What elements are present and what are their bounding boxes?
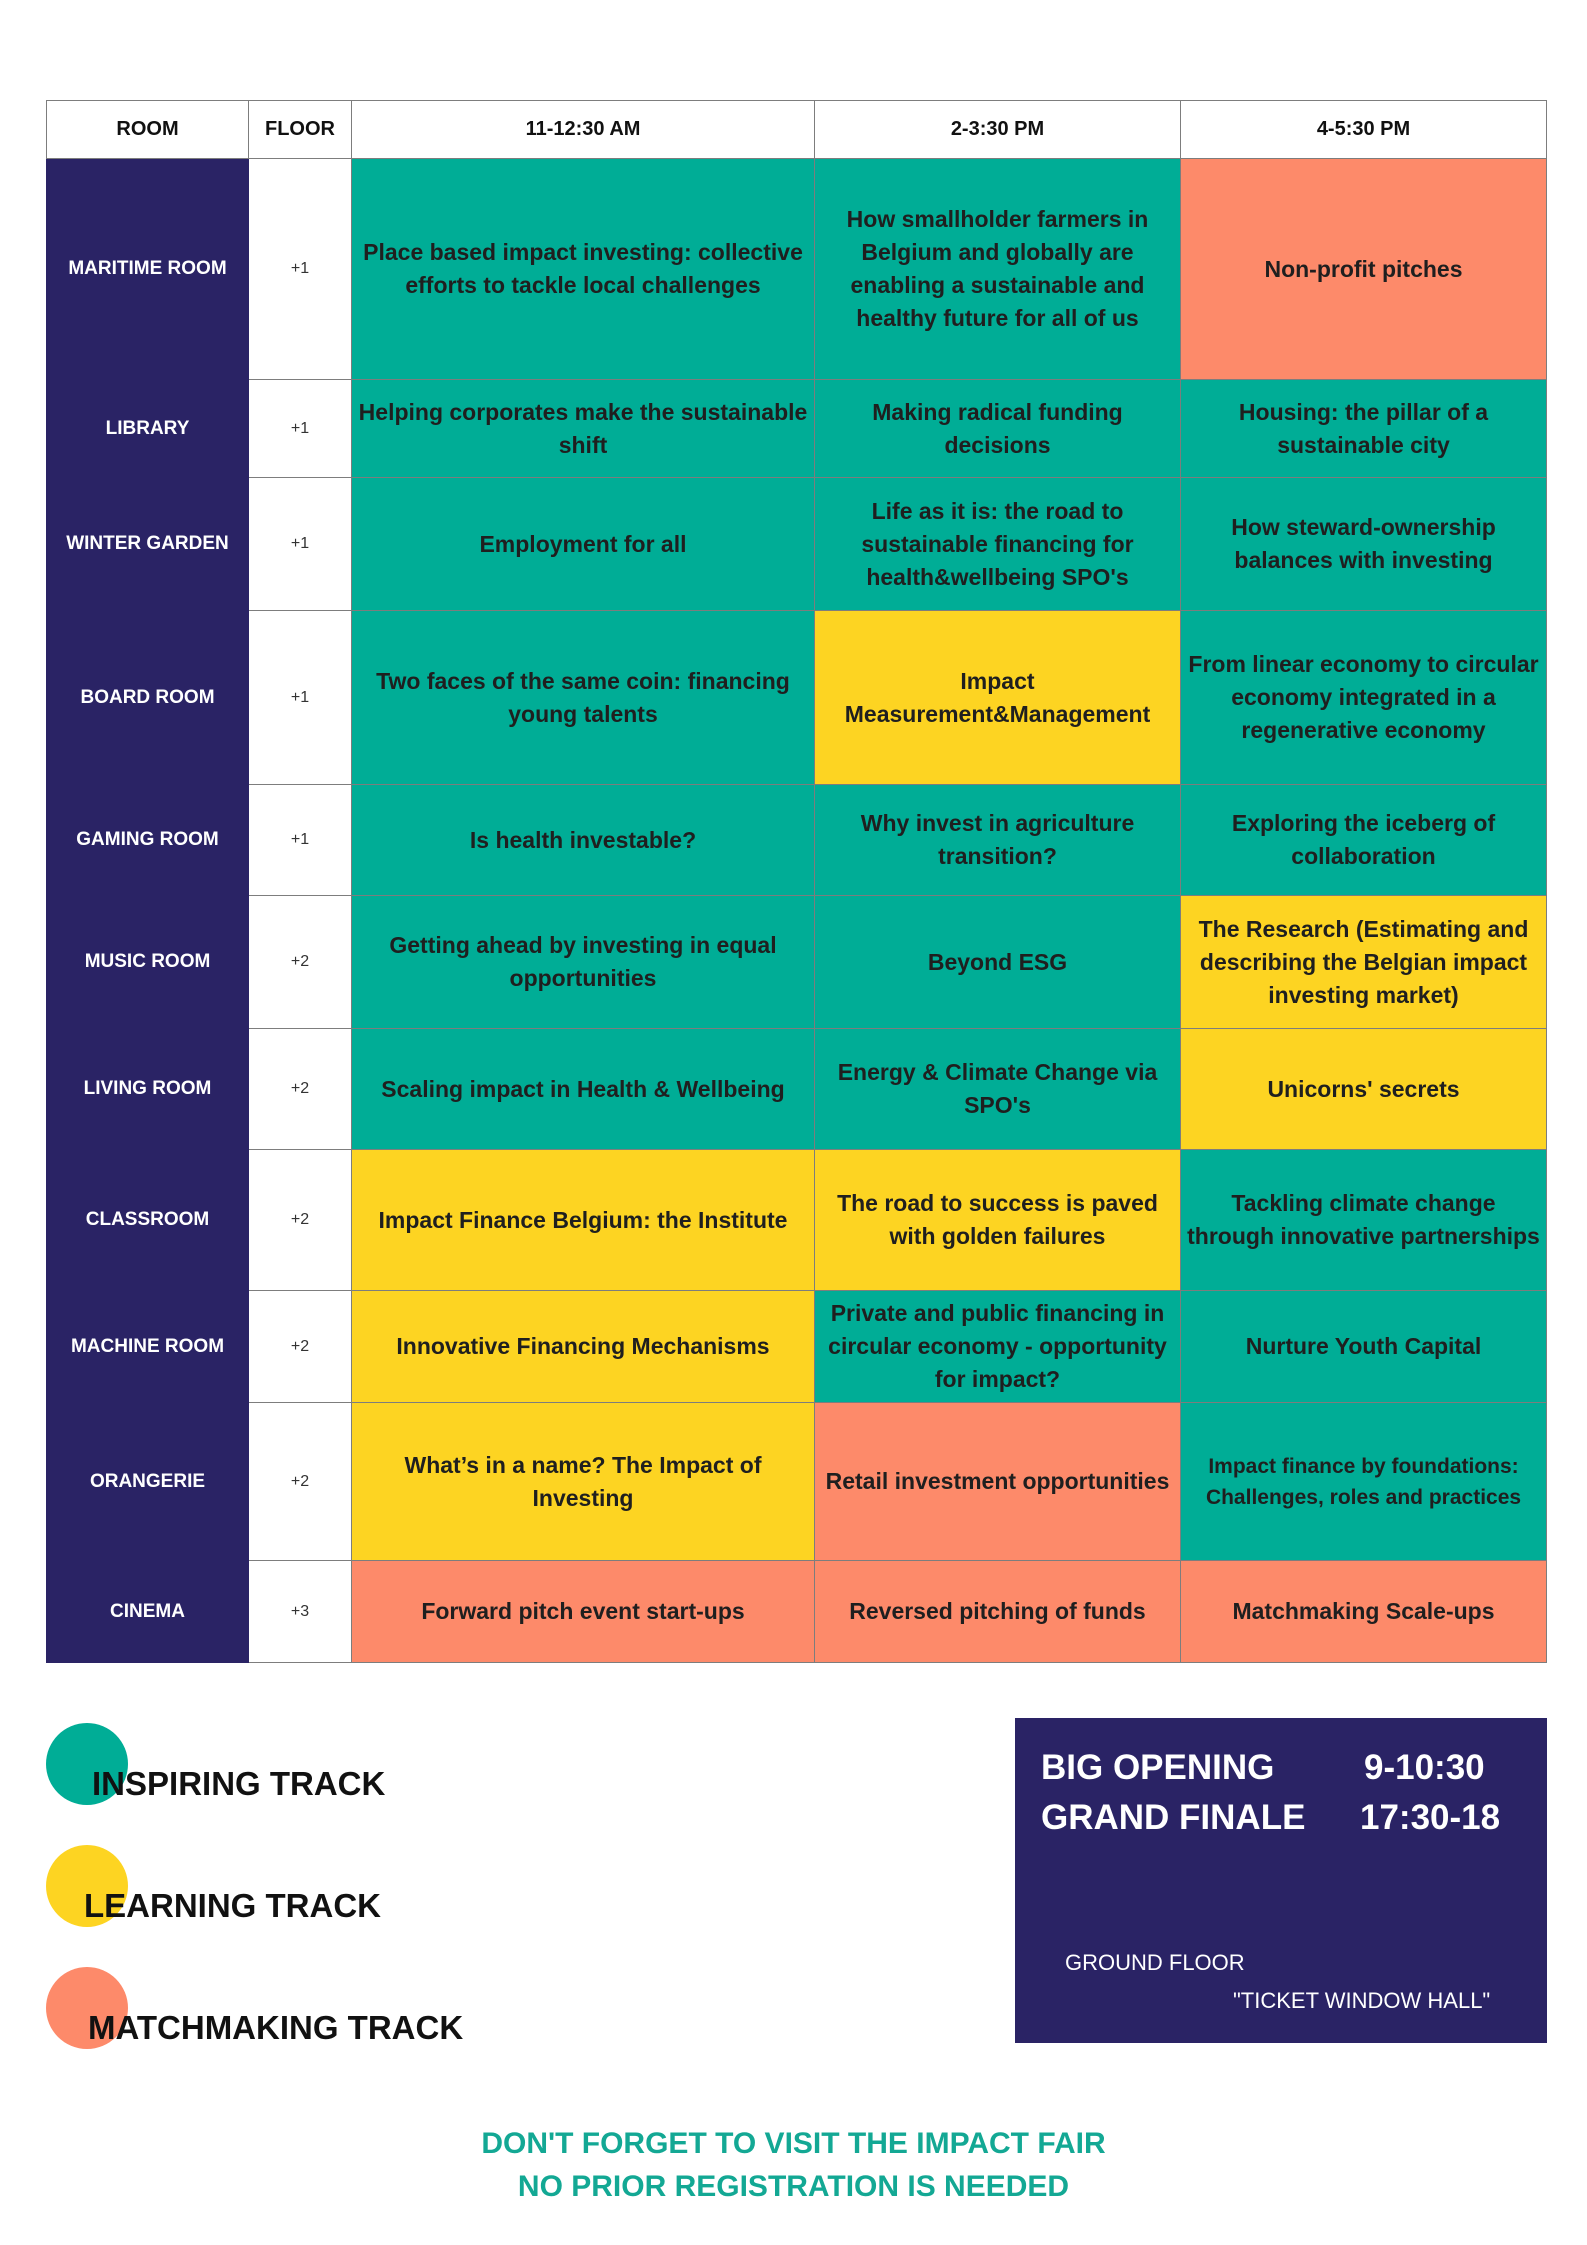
fair-line-2: NO PRIOR REGISTRATION IS NEEDED: [517, 2170, 1070, 2203]
impact-fair-note: [0, 2122, 1587, 2208]
opening-time: 9-10:30: [1364, 1748, 1485, 1787]
floor-cell: +1: [249, 380, 352, 478]
session-cell: Reversed pitching of funds: [815, 1561, 1181, 1663]
session-cell: The road to success is paved with golden failures: [815, 1150, 1181, 1291]
room-cell: MACHINE ROOM: [47, 1291, 249, 1403]
session-cell: Unicorns' secrets: [1181, 1029, 1547, 1150]
session-cell: Retail investment opportunities: [815, 1403, 1181, 1561]
session-cell: From linear economy to circular economy integrated in a regenerative economy: [1181, 611, 1547, 785]
finale-time: 17:30-18: [1360, 1798, 1501, 1837]
location-line-2: "TICKET WINDOW HALL": [1233, 1988, 1491, 2013]
session-cell: Employment for all: [352, 478, 815, 611]
table-row: [47, 611, 1547, 785]
session-cell: Place based impact investing: collective efforts to tackle local challenges: [352, 159, 815, 380]
room-cell: CLASSROOM: [47, 1150, 249, 1291]
table-row: [47, 380, 1547, 478]
header-slot-3: 4-5:30 PM: [1181, 101, 1547, 159]
session-cell: Impact Finance Belgium: the Institute: [352, 1150, 815, 1291]
session-cell: Nurture Youth Capital: [1181, 1291, 1547, 1403]
table-row: [47, 785, 1547, 896]
table-row: [47, 1291, 1547, 1403]
header-room: ROOM: [47, 101, 249, 159]
session-cell: Making radical funding decisions: [815, 380, 1181, 478]
session-cell: Private and public financing in circular economy - opportunity for impact?: [815, 1291, 1181, 1403]
table-row: [47, 1561, 1547, 1663]
schedule-table: [46, 100, 1547, 1663]
floor-cell: +2: [249, 1291, 352, 1403]
legend-inspiring: [46, 1723, 546, 1813]
room-cell: BOARD ROOM: [47, 611, 249, 785]
legend-learning: [46, 1845, 546, 1935]
table-row: [47, 896, 1547, 1029]
room-cell: LIBRARY: [47, 380, 249, 478]
session-cell: Why invest in agriculture transition?: [815, 785, 1181, 896]
legend-matchmaking: [46, 1967, 546, 2057]
table-row: [47, 159, 1547, 380]
header-row: [47, 101, 1547, 159]
table-row: [47, 478, 1547, 611]
floor-cell: +1: [249, 159, 352, 380]
fair-line-1: DON'T FORGET TO VISIT THE IMPACT FAIR: [481, 2127, 1106, 2160]
session-cell: Two faces of the same coin: financing young talents: [352, 611, 815, 785]
header-slot-2: 2-3:30 PM: [815, 101, 1181, 159]
session-cell: Matchmaking Scale-ups: [1181, 1561, 1547, 1663]
session-cell: Impact Measurement&Management: [815, 611, 1181, 785]
session-cell: Innovative Financing Mechanisms: [352, 1291, 815, 1403]
opening-label: BIG OPENING: [1041, 1748, 1275, 1787]
session-cell: How steward-ownership balances with investing: [1181, 478, 1547, 611]
session-cell: What’s in a name? The Impact of Investing: [352, 1403, 815, 1561]
session-cell: Impact finance by foundations: Challenges, roles and practices: [1181, 1403, 1547, 1561]
header-slot-1: 11-12:30 AM: [352, 101, 815, 159]
session-cell: Housing: the pillar of a sustainable city: [1181, 380, 1547, 478]
room-cell: CINEMA: [47, 1561, 249, 1663]
session-cell: Scaling impact in Health & Wellbeing: [352, 1029, 815, 1150]
session-cell: Energy & Climate Change via SPO's: [815, 1029, 1181, 1150]
session-cell: Life as it is: the road to sustainable financing for health&wellbeing SPO's: [815, 478, 1181, 611]
room-cell: ORANGERIE: [47, 1403, 249, 1561]
room-cell: GAMING ROOM: [47, 785, 249, 896]
floor-cell: +3: [249, 1561, 352, 1663]
session-cell: Is health investable?: [352, 785, 815, 896]
session-cell: Exploring the iceberg of collaboration: [1181, 785, 1547, 896]
plenary-box: [1015, 1718, 1547, 2043]
session-cell: Helping corporates make the sustainable shift: [352, 380, 815, 478]
session-cell: Beyond ESG: [815, 896, 1181, 1029]
room-cell: LIVING ROOM: [47, 1029, 249, 1150]
room-cell: WINTER GARDEN: [47, 478, 249, 611]
floor-cell: +2: [249, 896, 352, 1029]
session-cell: The Research (Estimating and describing the Belgian impact investing market): [1181, 896, 1547, 1029]
floor-cell: +2: [249, 1150, 352, 1291]
legend-matchmaking-label: MATCHMAKING TRACK: [88, 2009, 464, 2046]
floor-cell: +2: [249, 1403, 352, 1561]
floor-cell: +2: [249, 1029, 352, 1150]
legend-inspiring-label: INSPIRING TRACK: [92, 1765, 386, 1802]
floor-cell: +1: [249, 785, 352, 896]
session-cell: Tackling climate change through innovative partnerships: [1181, 1150, 1547, 1291]
session-cell: How smallholder farmers in Belgium and globally are enabling a sustainable and healthy future for all of us: [815, 159, 1181, 380]
session-cell: Non-profit pitches: [1181, 159, 1547, 380]
floor-cell: +1: [249, 478, 352, 611]
finale-label: GRAND FINALE: [1041, 1798, 1306, 1837]
header-floor: FLOOR: [249, 101, 352, 159]
legend-learning-label: LEARNING TRACK: [84, 1887, 381, 1924]
session-cell: Forward pitch event start-ups: [352, 1561, 815, 1663]
table-row: [47, 1403, 1547, 1561]
session-cell: Getting ahead by investing in equal opportunities: [352, 896, 815, 1029]
floor-cell: +1: [249, 611, 352, 785]
table-row: [47, 1029, 1547, 1150]
location-line-1: GROUND FLOOR: [1065, 1950, 1245, 1975]
table-row: [47, 1150, 1547, 1291]
room-cell: MUSIC ROOM: [47, 896, 249, 1029]
room-cell: MARITIME ROOM: [47, 159, 249, 380]
